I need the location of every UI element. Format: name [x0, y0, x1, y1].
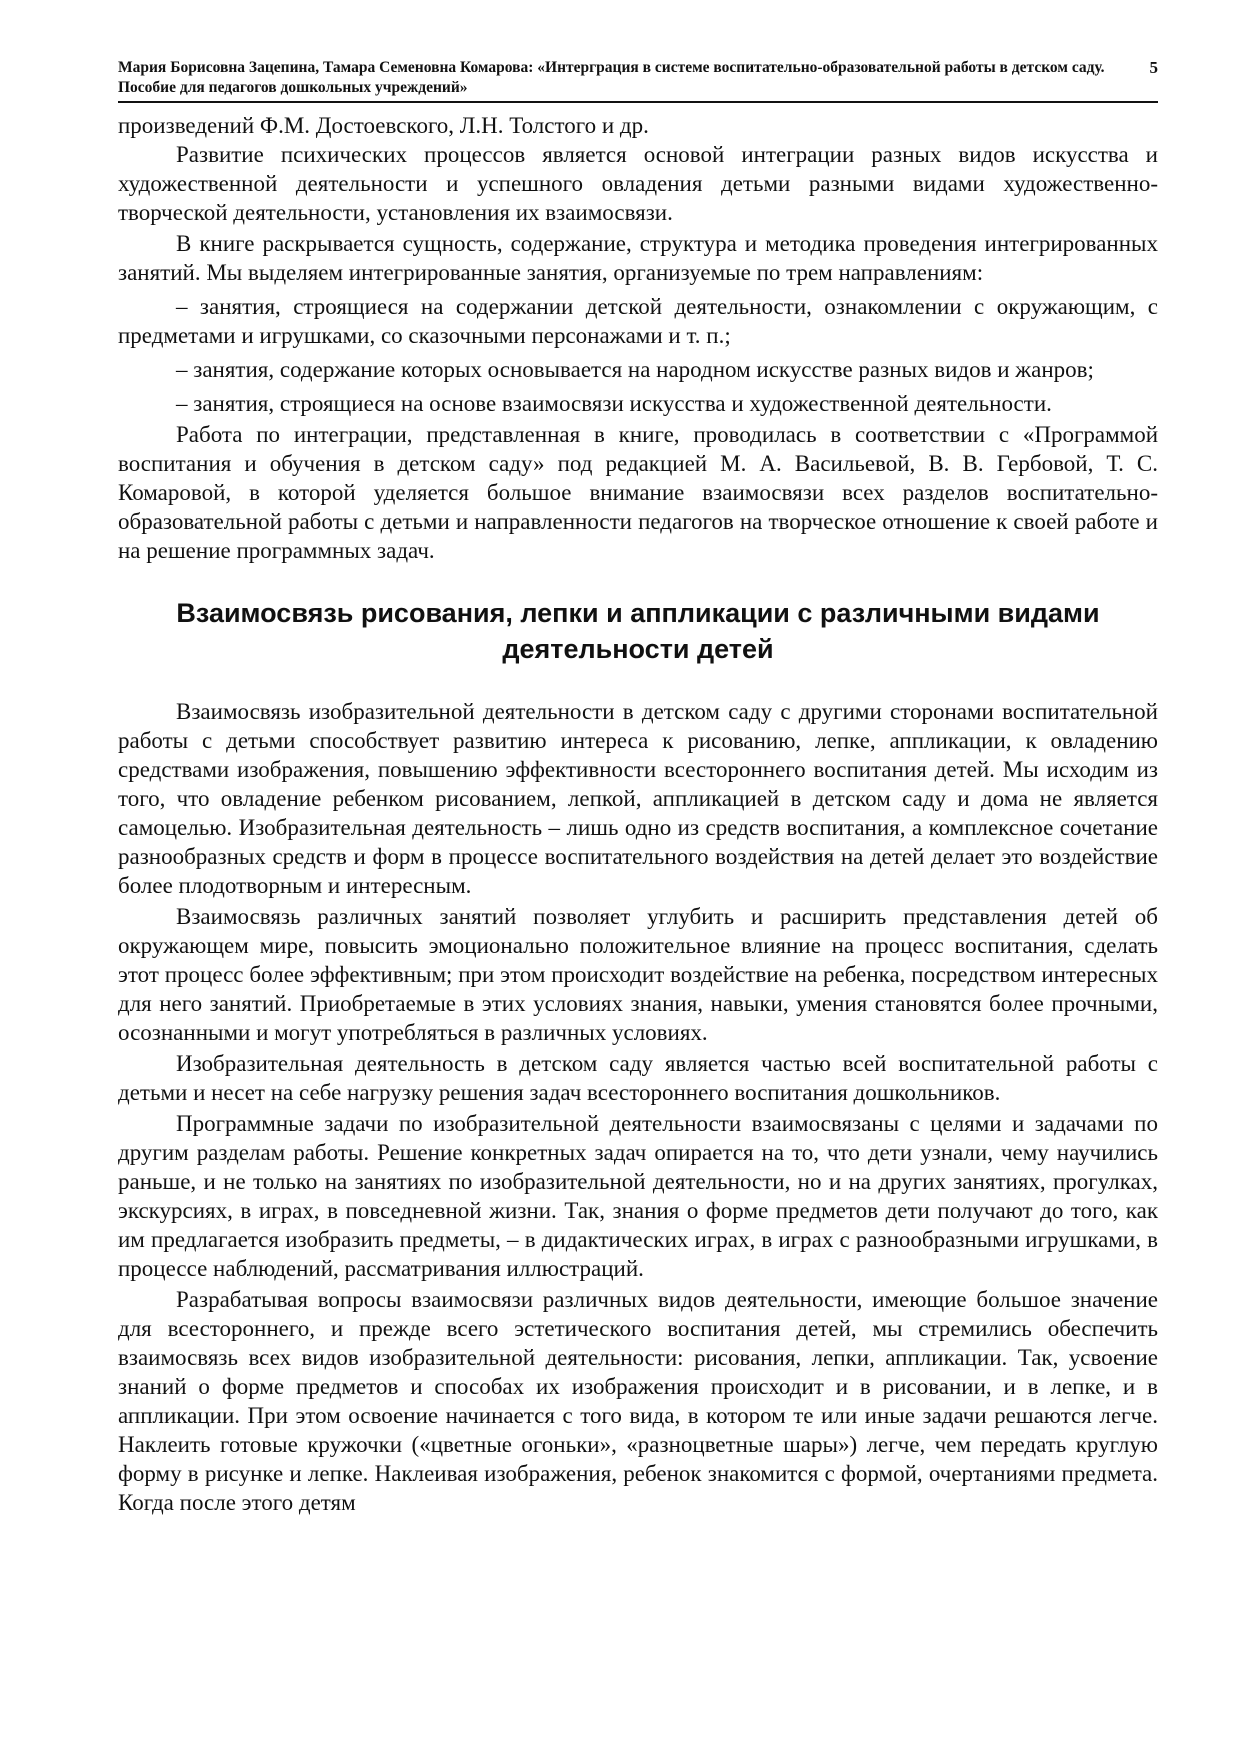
body-paragraph: Взаимосвязь изобразительной деятельности в детском саду с другими сторонами воспитательной работы с детьми способствует развитию интереса к рисованию, лепке, аппликации, к овладению средствами изображения, повышению эффективности всестороннего воспитания детей. Мы исходим из того, что овладение ребенком рисованием, лепкой, аппликацией в детском саду и дома не является самоцелью. Изобразительная деятельность – лишь одно из средств воспитания, а комплексное сочетание разнообразных средств и форм в процессе воспитательного воздействия на детей делает это воздействие более плодотворным и интересным.: [118, 699, 1158, 898]
intro-paragraph: Развитие психических процессов является основой интеграции разных видов искусства и художественной деятельности и успешного овладения детьми разными видами художественно-творческой деятельности, установления их взаимосвязи.: [118, 142, 1158, 225]
section-heading: [118, 595, 1158, 667]
list-item: – занятия, строящиеся на содержании детской деятельности, ознакомлении с окружающим, с предметами и игрушками, со сказочными персонажами и т. п.;: [118, 294, 1158, 348]
list-item: – занятия, содержание которых основывается на народном искусстве разных видов и жанров;: [176, 357, 1094, 382]
running-title: Мария Борисовна Зацепина, Тамара Семеновна Комарова: «Интерграция в системе воспитательно-образовательной работы в детском саду. Пособие для педагогов дошкольных учреждений»: [118, 59, 1105, 96]
running-header: [118, 58, 1158, 103]
body-paragraph: Изобразительная деятельность в детском саду является частью всей воспитательной работы с детьми и несет на себе нагрузку решения задач всестороннего воспитания дошкольников.: [118, 1051, 1158, 1105]
section-heading-line: деятельности детей: [502, 634, 774, 664]
list-item: – занятия, строящиеся на основе взаимосвязи искусства и художественной деятельности.: [176, 391, 1052, 416]
page-body: [118, 111, 1158, 1517]
section-heading-line: Взаимосвязь рисования, лепки и аппликации с различными видами: [176, 598, 1100, 628]
body-paragraph: Разрабатывая вопросы взаимосвязи различных видов деятельности, имеющие большое значение для всестороннего, и прежде всего эстетического воспитания детей, мы стремились обеспечить взаимосвязь всех видов изобразительной деятельности: рисования, лепки, аппликации. Так, усвоение знаний о форме предметов и способах их изображения происходит и в рисовании, и в лепке, и в аппликации. При этом освоение начинается с того вида, в котором те или иные задачи решаются легче. Наклеить готовые кружочки («цветные огоньки», «разноцветные шары») легче, чем передать круглую форму в рисунке и лепке. Наклеивая изображения, ребенок знакомится с формой, очертаниями предмета. Когда после этого детям: [118, 1287, 1158, 1515]
body-paragraph: Взаимосвязь различных занятий позволяет углубить и расширить представления детей об окружающем мире, повысить эмоционально положительное влияние на процесс воспитания, сделать этот процесс более эффективным; при этом происходит воздействие на ребенка, посредством интересных для него занятий. Приобретаемые в этих условиях знания, навыки, умения становятся более прочными, осознанными и могут употребляться в различных условиях.: [118, 904, 1158, 1045]
body-paragraph: Программные задачи по изобразительной деятельности взаимосвязаны с целями и задачами по другим разделам работы. Решение конкретных задач опирается на то, что дети узнали, чему научились раньше, и не только на занятиях по изобразительной деятельности, но и на других занятиях, прогулках, экскурсиях, в играх, в повседневной жизни. Так, знания о форме предметов дети получают до того, как им предлагается изобразить предметы, – в дидактических играх, в играх с разнообразными игрушками, в процессе наблюдений, рассматривания иллюстраций.: [118, 1111, 1158, 1281]
intro-paragraph-continuation: произведений Ф.М. Достоевского, Л.Н. Толстого и др.: [118, 113, 649, 138]
intro-paragraph: Работа по интеграции, представленная в книге, проводилась в соответствии с «Программой воспитания и обучения в детском саду» под редакцией М. А. Васильевой, В. В. Гербовой, Т. С. Комаровой, в которой уделяется большое внимание взаимосвязи всех разделов воспитательно-образовательной работы с детьми и направленности педагогов на творческое отношение к своей работе и на решение программных задач.: [118, 422, 1158, 563]
page-number: 5: [1149, 58, 1158, 77]
intro-paragraph: В книге раскрывается сущность, содержание, структура и методика проведения интегрированных занятий. Мы выделяем интегрированные занятия, организуемые по трем направлениям:: [118, 231, 1158, 285]
